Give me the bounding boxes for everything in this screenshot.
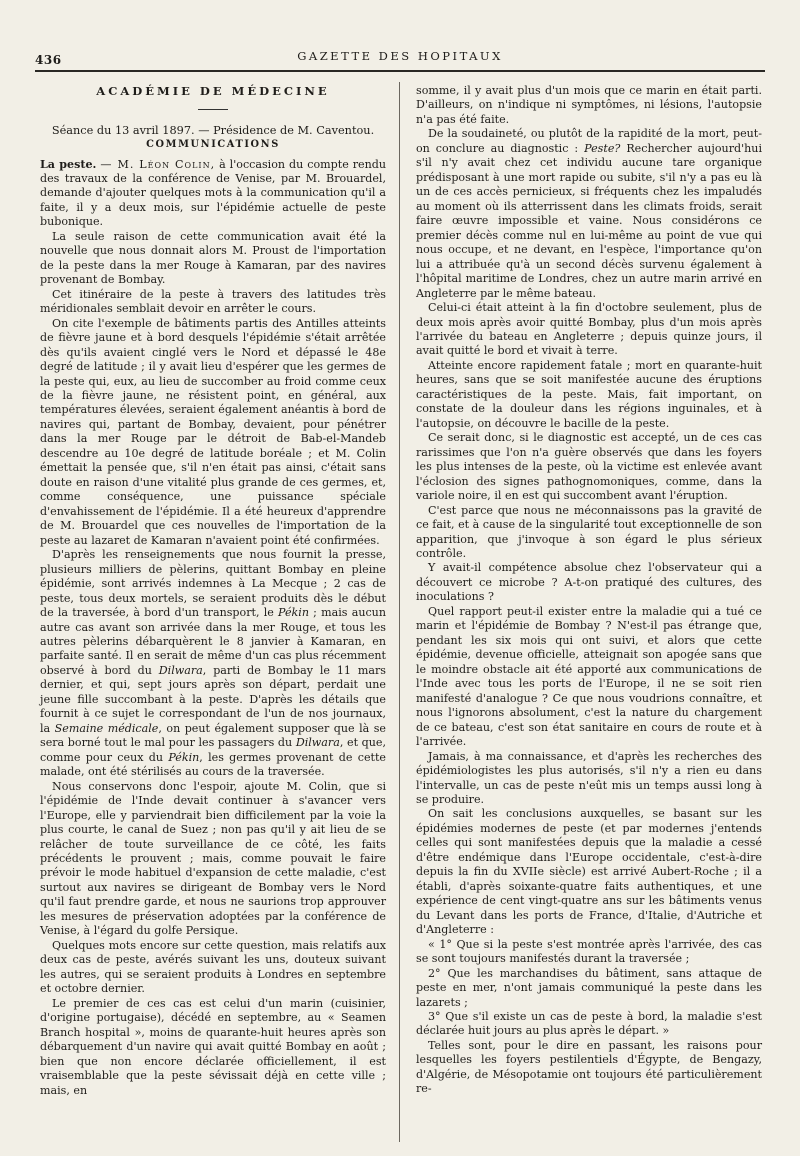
journal-name: Semaine médicale <box>54 721 159 735</box>
paragraph: On sait les conclusions auxquelles, se basant sur les épidémies modernes de peste (et par modernes j'entends celles qui sont manifestées depuis que la maladie a cessé d'être endémique dans l'Europe occidentale, c'est-à-dire depuis la fin du XVIIe siècle) est arrivé Aubert-Roche ; il a établi, d'après soixante-quatre faits authentiques, et une expérience de cent vingt-quatre ans sur les bâtiments venus du Levant dans les ports de France, d'Italie, d'Autriche et d'Angleterre : <box>416 807 762 937</box>
paragraph: Nous conservons donc l'espoir, ajoute M. Colin, que si l'épidémie de l'Inde devait continuer à s'avancer vers l'Europe, elle y parviendrait bien difficilement par la voie la plus courte, le canal de Suez ; non pas qu'il y ait lieu de se relâcher de toute surveillance de ce côté, les faits précédents le prouvent ; mais, comme pouvait le faire prévoir le mode habituel d'expansion de cette maladie, c'est surtout aux navires se dirigeant de Bombay vers le Nord qu'il faut prendre garde, et nous ne saurions trop approuver les mesures de préservation adoptées par la conférence de Venise, à l'égard du golfe Persique. <box>40 779 386 938</box>
running-head: GAZETTE DES HOPITAUX <box>297 49 503 63</box>
paragraph: C'est parce que nous ne méconnaissons pas la gravité de ce fait, et à cause de la singularité tout exceptionnelle de son apparition, que j'invoque à son égard le plus sérieux contrôle. <box>416 503 763 560</box>
author-name: — M. Léon Colin, <box>100 157 216 171</box>
paragraph: Telles sont, pour le dire en passant, les raisons pour lesquelles les foyers pestilentiels d'Égypte, de Bengazy, d'Algérie, de Mésopotamie ont toujours été particulièrement re- <box>416 1038 762 1096</box>
paragraph-text: Rechercher aujourd'hui s'il n'y avait chez cet individu aucune tare organique prédisposant à une mort rapide ou subite, s'il n'y a pas eu là un de ces accès pernicieux, si fréquents chez les impaludés au moment où ils atterrissent dans les climats froids, serait faire œuvre impossible et vaine. Nous considérons ce premier décès comme nul en lui-même au point de vue qui nous occupe, et ne devant, en l'espèce, l'importance qu'on lui a attribuée qu'à un second décès survenu également à l'hôpital maritime de Londres, chez un autre marin arrivé en Angleterre par le même bateau. <box>416 141 762 300</box>
paragraph: La seule raison de cette communication avait été la nouvelle que nous donnait alors M. Proust de l'importation de la peste dans la mer Rouge à Kamaran, par des navires provenant de Bombay. <box>40 229 386 287</box>
ship-name: Pékin <box>278 606 309 620</box>
paragraph: 2° Que les marchandises du bâtiment, sans attaque de peste en mer, n'ont jamais communiqué la peste dans les lazarets ; <box>416 966 762 1009</box>
paragraph: Quelques mots encore sur cette question, mais relatifs aux deux cas de peste, avérés suivant les uns, douteux suivant les autres, qui se seraient produits à Londres en septembre et octobre dernier. <box>40 938 386 996</box>
peste-lead: La peste. <box>40 157 97 171</box>
paragraph-text: , et que, comme pour ceux du <box>40 736 386 764</box>
paragraph: Celui-ci était atteint à la fin d'octobre seulement, plus de deux mois après avoir quitté Bombay, plus d'un mois après l'arrivée du bateau en Angleterre ; depuis quinze jours, il avait quitté le bord et vivait à terre. <box>416 301 762 358</box>
ship-name: Dilwara <box>295 736 340 750</box>
diagnosis-term: Peste? <box>584 141 621 155</box>
paragraph-text: ; mais aucun autre cas avant son arrivée dans la mer Rouge, et tous les autres pèlerins débarquèrent le 8 janvier à Kamaran, en parfaite santé. Il en serait de même d'un cas plus récemment observé à bord du <box>40 606 386 677</box>
left-column <box>40 84 386 1098</box>
paragraph: Atteinte encore rapidement fatale ; mort en quarante-huit heures, sans que se soit manifestée aucune des éruptions caractéristiques de la peste. Mais, fait important, on constate de la douleur dans les régions inguinales, et à l'autopsie, on découvre le bacille de la peste. <box>416 358 762 430</box>
paragraph: somme, il y avait plus d'un mois que ce marin en était parti. D'ailleurs, on n'indique ni symptômes, ni lésions, l'autopsie n'a pas été faite. <box>416 84 762 126</box>
paragraph: « 1° Que si la peste s'est montrée après l'arrivée, des cas se sont toujours manifestés durant la traversée ; <box>416 937 762 966</box>
paragraph-text: De la soudaineté, ou plutôt de la rapidité de la mort, peut-on conclure au diagnostic : <box>416 127 762 155</box>
right-column <box>416 84 762 1097</box>
paragraph: Y avait-il compétence absolue chez l'observateur qui a découvert ce microbe ? A-t-on pratiqué des cultures, des inoculations ? <box>416 561 762 604</box>
paragraph: Cet itinéraire de la peste à travers des latitudes très méridionales semblait devoir en arrêter le cours. <box>40 287 386 316</box>
title-rule <box>198 109 228 110</box>
paragraph <box>416 127 762 301</box>
section-title: ACADÉMIE DE MÉDECINE <box>96 84 330 98</box>
paragraph: On cite l'exemple de bâtiments partis des Antilles atteints de fièvre jaune et à bord desquels l'épidémie s'était arrêtée dès qu'ils avaient cinglé vers le Nord et dépassé le 48e degré de latitude ; il y avait lieu d'espérer que les germes de la peste qui, eux, au lieu de succomber au froid comme ceux de la fièvre jaune, ne résistent point, en général, aux températures élevées, seraient également anéantis à bord de navires qui, partant de Bombay, devaient, pour pénétrer dans la mer Rouge par le détroit de Bab-el-Mandeb descendre au 10e degré de latitude boréale ; et M. Colin émettait la pensée que, s'il n'en était pas ainsi, c'était sans doute en raison d'une vitalité plus grande de ces germes, et, comme conséquence, une puissance spéciale d'envahissement de l'épidémie. Il a été heureux d'apprendre de M. Brouardel que ces nouvelles de l'importation de la peste au lazaret de Kamaran n'avaient point été confirmées. <box>40 316 386 547</box>
column-divider <box>399 82 400 1142</box>
ship-name: Dilwara <box>158 663 203 677</box>
paragraph: 3° Que s'il existe un cas de peste à bord, la maladie s'est déclarée huit jours au plus après le départ. » <box>416 1010 762 1038</box>
page-number: 436 <box>35 53 62 67</box>
paragraph: Le premier de ces cas est celui d'un marin (cuisinier, d'origine portugaise), décédé en septembre, au « Seamen Branch hospital », moins de quarante-huit heures après son débarquement d'un navire qui avait quitté Bombay en août ; bien que non encore déclarée officiellement, il est vraisemblable que la peste sévissait déjà en cette ville ; mais, en <box>40 996 386 1097</box>
paragraph-text: , parti de Bombay le 11 mars dernier, et qui, sept jours après son départ, perdait une jeune fille succombant à la peste. D'après les détails que fournit à ce sujet le correspondant de l'un de nos journaux, la <box>40 663 387 735</box>
header-rule <box>35 70 765 72</box>
paragraph: Ce serait donc, si le diagnostic est accepté, un de ces cas rarissimes que l'on n'a guère observés que dans les foyers les plus intenses de la peste, où la victime est enlevée avant l'éclosion des signes pathognomoniques, comme, dans la variole noire, il en est qui succombent avant l'éruption. <box>416 431 762 503</box>
paragraph: Jamais, à ma connaissance, et d'après les recherches des épidémiologistes les plus autorisés, s'il n'y a rien eu dans l'intervalle, un cas de peste n'eût mis un temps aussi long à se produire. <box>416 749 762 806</box>
paragraph <box>40 548 386 780</box>
seance-line: Séance du 13 avril 1897. — Présidence de M. Caventou. <box>51 124 375 137</box>
paragraph-text: , on peut également supposer que là se sera borné tout le mal pour les passagers du <box>40 721 386 750</box>
ship-name: Pékin <box>168 750 200 764</box>
paragraph-text: à l'occasion du compte rendu des travaux de la conférence de Venise, par M. Brouardel, demande d'ajouter quelques mots à la communication qu'il a faite, il y a deux mois, sur l'épidémie actuelle de peste bubonique. <box>40 157 386 229</box>
communications-heading: COMMUNICATIONS <box>146 138 280 150</box>
paragraph-text: , les germes provenant de cette malade, ont été stérilisés au cours de la traversée. <box>40 750 386 779</box>
paragraph-text: D'après les renseignements que nous fournit la presse, plusieurs milliers de pèlerins, quittant Bombay en pleine épidémie, sont arrivés indemnes à La Mecque ; 2 cas de peste, tous deux mortels, se seraient produits dès le début de la traversée, à bord d'un transport, le <box>40 548 386 620</box>
paragraph: Quel rapport peut-il exister entre la maladie qui a tué ce marin et l'épidémie de Bombay ? N'est-il pas étrange que, pendant les six mois qui ont suivi, et alors que cette épidémie, devenue officielle, atteignait son apogée sans que le moindre obstacle ait été apporté aux communications de l'Inde avec tous les ports de l'Europe, il ne se soit rien manifesté d'analogue ? Ce que nous voudrions connaître, et nous l'ignorons absolument, c'est la nature du chargement de ce bateau, c'est son état sanitaire en cours de route et à l'arrivée. <box>416 604 762 749</box>
paragraph <box>40 158 386 230</box>
